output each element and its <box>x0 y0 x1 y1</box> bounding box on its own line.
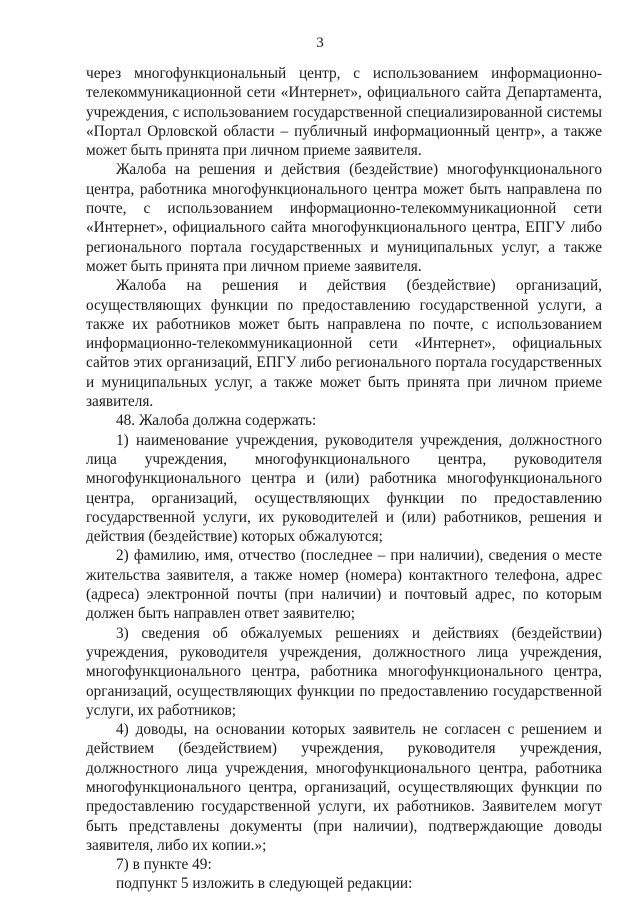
paragraph-complaint-mfc: Жалоба на решения и действия (бездействие) многофункционального центра, работника многофункционального центра может быть направлена по почте, с использованием информационно-телекоммуникационной сети «Интернет», официального сайта многофункционального центра, ЕПГУ либо регионального портала государственных и муниципальных услуг, а также может быть принята при личном приеме заявителя. <box>86 161 602 275</box>
paragraph-item-48-4: 4) доводы, на основании которых заявитель не согласен с решением и действием (бездействием) учреждения, руководителя учреждения, должностного лица учреждения, многофункционального центра, работника многофункционального центра, организаций, осуществляющих функции по предоставлению государственной услуги, их работников. Заявителем могут быть представлены документы (при наличии), подтверждающие доводы заявителя, либо их копии.»; <box>86 721 602 854</box>
page-number: 3 <box>316 35 324 51</box>
paragraph-item-48: 48. Жалоба должна содержать: <box>116 412 317 430</box>
paragraph-item-48-3: 3) сведения об обжалуемых решениях и действиях (бездействии) учреждения, руководителя учреждения, должностного лица учреждения, многофункционального центра, работника многофункционального центра, организаций, осуществляющих функции по предоставлению государственной услуги, их работников; <box>86 624 602 719</box>
paragraph-complaint-organizations: Жалоба на решения и действия (бездействие) организаций, осуществляющих функции по предоставлению государственной услуги, а также их работников может быть направлена по почте, с использованием информационно-телекоммуникационной сети «Интернет», официальных сайтов этих организаций, ЕПГУ либо регионального портала государственных и муниципальных услуг, а также может быть принята при личном приеме заявителя. <box>86 277 602 411</box>
paragraph-item-48-1: 1) наименование учреждения, руководителя учреждения, должностного лица учреждения, многофункционального центра, руководителя многофункционального центра и (или) работника многофункционального центра, организаций, осуществляющих функции по предоставлению государственной услуги, их руководителей и (или) работников, решения и действия (бездействие) которых обжалуются; <box>86 431 602 546</box>
paragraph-item-48-2: 2) фамилию, имя, отчество (последнее – при наличии), сведения о месте жительства заявителя, а также номер (номера) контактного телефона, адрес (адреса) электронной почты (при наличии) и почтовый адрес, по которым должен быть направлен ответ заявителю; <box>86 547 602 623</box>
document-body <box>86 64 602 894</box>
paragraph-subitem-5: подпункт 5 изложить в следующей редакции: <box>116 875 413 893</box>
paragraph-continuation: через многофункциональный центр, с использованием информационно-телекоммуникационной сети «Интернет», официального сайта Департамента, учреждения, с использованием государственной специализированной системы «Портал Орловской области – публичный информационный центр», а также может быть принята при личном приеме заявителя. <box>86 65 602 160</box>
paragraph-item-7: 7) в пункте 49: <box>116 856 212 874</box>
